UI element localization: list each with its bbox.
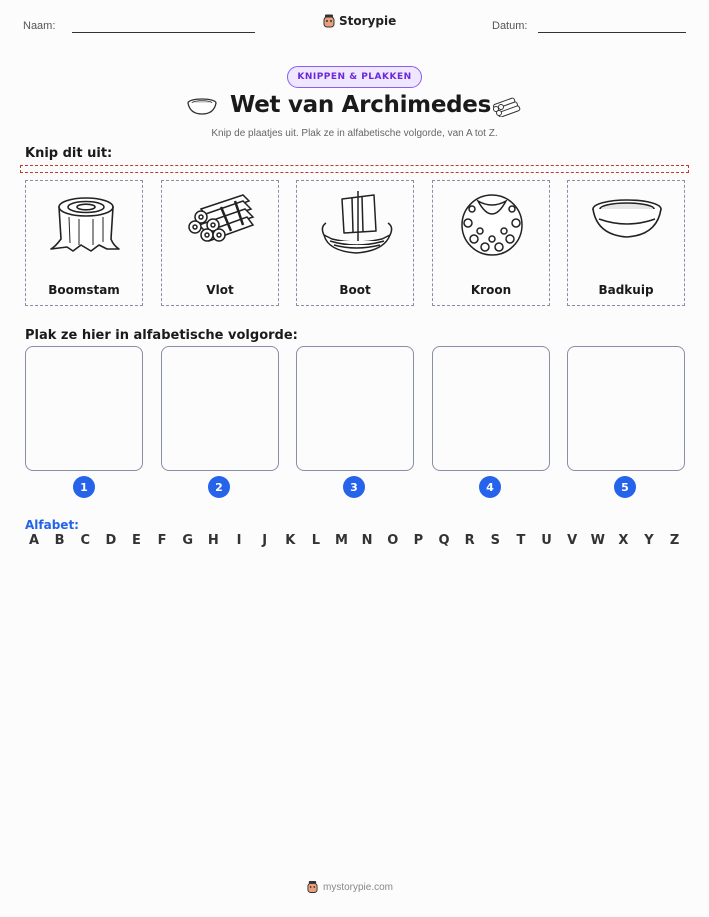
alphabet-letter: K (285, 533, 296, 548)
alphabet-letter: T (516, 533, 526, 548)
alphabet-letter: Z (669, 533, 680, 548)
alphabet-letter: O (387, 533, 399, 548)
alphabet-letter: U (541, 533, 552, 548)
alphabet-letter: G (182, 533, 194, 548)
alphabet-letter: E (132, 533, 141, 548)
activity-badge: KNIPPEN & PLAKKEN (287, 66, 422, 88)
paste-slot-5[interactable] (567, 346, 685, 471)
page-title: Wet van Archimedes (230, 92, 491, 118)
alphabet-letter: I (236, 533, 242, 548)
alphabet-letter: H (207, 533, 219, 548)
alphabet-letter: L (311, 533, 321, 548)
slot-number: 4 (479, 476, 501, 498)
card-boomstam[interactable] (25, 180, 143, 306)
alphabet-letter: W (590, 533, 605, 548)
alphabet-letter: F (157, 533, 167, 548)
title-row (0, 92, 709, 124)
card-badkuip[interactable] (567, 180, 685, 306)
alphabet-letter: Q (438, 533, 450, 548)
alphabet-letter: D (105, 533, 117, 548)
viking-ship-icon (316, 187, 396, 267)
alphabet-letter: S (490, 533, 500, 548)
instructions: Knip de plaatjes uit. Plak ze in alfabetische volgorde, van A tot Z. (211, 128, 498, 139)
alphabet-letter: A (28, 533, 40, 548)
card-label: Kroon (470, 283, 512, 297)
card-vlot[interactable] (161, 180, 279, 306)
paste-section-label: Plak ze hier in alfabetische volgorde: (25, 328, 298, 343)
brand-name: Storypie (339, 14, 397, 28)
alphabet-label: Alfabet: (25, 518, 79, 532)
paste-slot-2[interactable] (161, 346, 279, 471)
card-boot[interactable] (296, 180, 414, 306)
bowl-icon (186, 98, 218, 116)
crown-collar-icon (452, 187, 532, 267)
alphabet-letter: B (54, 533, 65, 548)
paste-slot-3[interactable] (296, 346, 414, 471)
tree-stump-icon (45, 187, 125, 267)
card-label: Vlot (206, 283, 234, 297)
alphabet-letter: J (262, 533, 268, 548)
bathtub-bowl-icon (587, 187, 667, 267)
alphabet-letter: V (567, 533, 578, 548)
slot-number: 5 (614, 476, 636, 498)
log-bundle-icon (491, 95, 523, 117)
raft-logs-icon (181, 187, 261, 267)
slot-number: 1 (73, 476, 95, 498)
cut-section-label: Knip dit uit: (25, 146, 113, 161)
cut-line (20, 165, 689, 173)
card-kroon[interactable] (432, 180, 550, 306)
card-label: Boot (339, 283, 371, 297)
storypie-logo-icon (307, 880, 318, 894)
worksheet-header (0, 0, 709, 40)
paste-slot-4[interactable] (432, 346, 550, 471)
storypie-logo-icon (323, 14, 335, 28)
alphabet-row (25, 533, 684, 548)
card-label: Boomstam (48, 283, 120, 297)
brand (323, 14, 396, 28)
name-label: Naam: (23, 20, 56, 32)
alphabet-letter: C (80, 533, 91, 548)
alphabet-letter: N (361, 533, 373, 548)
footer-url[interactable]: mystorypie.com (323, 881, 394, 893)
alphabet-letter: P (413, 533, 424, 548)
date-line (538, 32, 686, 33)
alphabet-letter: Y (644, 533, 654, 548)
name-line (72, 32, 255, 33)
alphabet-letter: X (618, 533, 629, 548)
paste-slot-1[interactable] (25, 346, 143, 471)
slot-number: 2 (208, 476, 230, 498)
date-label: Datum: (492, 20, 528, 32)
alphabet-letter: M (335, 533, 348, 548)
slot-number: 3 (343, 476, 365, 498)
footer (307, 880, 393, 894)
alphabet-letter: R (464, 533, 475, 548)
card-label: Badkuip (598, 283, 654, 297)
